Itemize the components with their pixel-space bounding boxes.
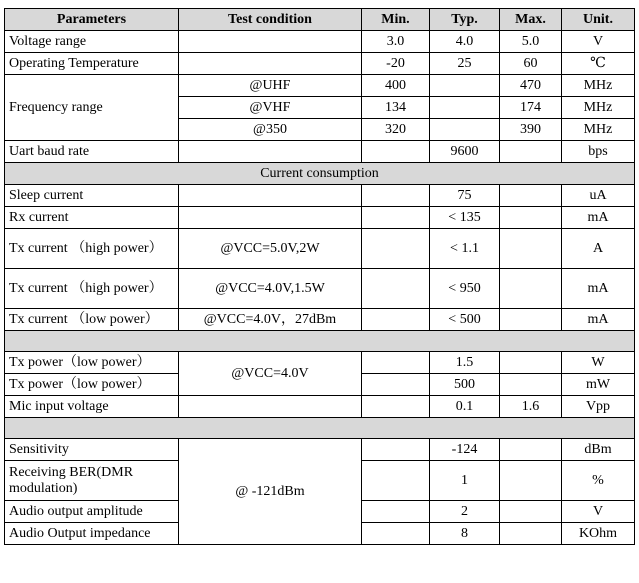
header-max: Max.: [500, 9, 562, 31]
cond-cell: @VHF: [179, 97, 362, 119]
min-cell: 134: [362, 97, 430, 119]
min-cell: [362, 309, 430, 331]
max-cell: 5.0: [500, 31, 562, 53]
table-row: [5, 31, 635, 53]
typ-cell: 9600: [430, 141, 500, 163]
max-cell: [500, 501, 562, 523]
unit-cell: A: [562, 229, 635, 269]
unit-cell: %: [562, 461, 635, 501]
param-cell: Audio output amplitude: [5, 501, 179, 523]
param-cell: Tx power（low power）: [5, 374, 179, 396]
cond-cell: [179, 396, 362, 418]
unit-cell: mW: [562, 374, 635, 396]
min-cell: -20: [362, 53, 430, 75]
section-title: Current consumption: [5, 163, 635, 185]
table-row: [5, 396, 635, 418]
param-cell: Sleep current: [5, 185, 179, 207]
separator-band: [5, 418, 635, 439]
min-cell: [362, 229, 430, 269]
min-cell: 400: [362, 75, 430, 97]
param-cell: Tx current （high power）: [5, 269, 179, 309]
min-cell: [362, 396, 430, 418]
min-cell: [362, 461, 430, 501]
table-row: [5, 269, 635, 309]
param-cell: Receiving BER(DMR modulation): [5, 461, 179, 501]
param-cell: Operating Temperature: [5, 53, 179, 75]
typ-cell: < 950: [430, 269, 500, 309]
max-cell: [500, 523, 562, 545]
param-cell: Tx current （high power）: [5, 229, 179, 269]
min-cell: [362, 352, 430, 374]
cond-cell: @ -121dBm: [179, 439, 362, 545]
min-cell: 3.0: [362, 31, 430, 53]
typ-cell: < 1.1: [430, 229, 500, 269]
typ-cell: 75: [430, 185, 500, 207]
unit-cell: mA: [562, 309, 635, 331]
param-cell: Mic input voltage: [5, 396, 179, 418]
header-test-condition: Test condition: [179, 9, 362, 31]
min-cell: [362, 207, 430, 229]
unit-cell: W: [562, 352, 635, 374]
table-row: [5, 439, 635, 461]
min-cell: [362, 439, 430, 461]
max-cell: [500, 374, 562, 396]
unit-cell: bps: [562, 141, 635, 163]
typ-cell: 25: [430, 53, 500, 75]
param-cell: Tx power（low power）: [5, 352, 179, 374]
table-row: [5, 185, 635, 207]
param-cell: Frequency range: [5, 75, 179, 141]
min-cell: [362, 185, 430, 207]
separator-band: [5, 331, 635, 352]
unit-cell: Vpp: [562, 396, 635, 418]
min-cell: [362, 269, 430, 309]
header-min: Min.: [362, 9, 430, 31]
param-cell: Tx current （low power）: [5, 309, 179, 331]
cond-cell: @UHF: [179, 75, 362, 97]
header-typ: Typ.: [430, 9, 500, 31]
cond-cell: @VCC=4.0V,1.5W: [179, 269, 362, 309]
unit-cell: mA: [562, 207, 635, 229]
unit-cell: ℃: [562, 53, 635, 75]
table-row: [5, 309, 635, 331]
cond-cell: @VCC=4.0V: [179, 352, 362, 396]
cond-cell: @VCC=5.0V,2W: [179, 229, 362, 269]
unit-cell: uA: [562, 185, 635, 207]
cond-cell: [179, 31, 362, 53]
typ-cell: 500: [430, 374, 500, 396]
max-cell: [500, 229, 562, 269]
typ-cell: -124: [430, 439, 500, 461]
min-cell: [362, 523, 430, 545]
min-cell: [362, 141, 430, 163]
max-cell: [500, 461, 562, 501]
table-row: [5, 352, 635, 374]
separator-row: [5, 331, 635, 352]
table-row: [5, 207, 635, 229]
min-cell: [362, 374, 430, 396]
max-cell: 470: [500, 75, 562, 97]
spec-table: [4, 8, 635, 545]
cond-cell: @VCC=4.0V，27dBm: [179, 309, 362, 331]
unit-cell: mA: [562, 269, 635, 309]
cond-cell: [179, 141, 362, 163]
typ-cell: 1: [430, 461, 500, 501]
cond-cell: @350: [179, 119, 362, 141]
cond-cell: [179, 53, 362, 75]
header-row: [5, 9, 635, 31]
table-row: [5, 141, 635, 163]
separator-row: [5, 418, 635, 439]
max-cell: 390: [500, 119, 562, 141]
typ-cell: 2: [430, 501, 500, 523]
cond-cell: [179, 185, 362, 207]
max-cell: [500, 309, 562, 331]
max-cell: [500, 141, 562, 163]
max-cell: [500, 185, 562, 207]
typ-cell: < 500: [430, 309, 500, 331]
header-parameters: Parameters: [5, 9, 179, 31]
typ-cell: < 135: [430, 207, 500, 229]
max-cell: 174: [500, 97, 562, 119]
section-row: [5, 163, 635, 185]
typ-cell: 4.0: [430, 31, 500, 53]
max-cell: [500, 269, 562, 309]
typ-cell: 1.5: [430, 352, 500, 374]
param-cell: Sensitivity: [5, 439, 179, 461]
unit-cell: V: [562, 501, 635, 523]
max-cell: 60: [500, 53, 562, 75]
unit-cell: KOhm: [562, 523, 635, 545]
unit-cell: V: [562, 31, 635, 53]
min-cell: [362, 501, 430, 523]
min-cell: 320: [362, 119, 430, 141]
max-cell: 1.6: [500, 396, 562, 418]
param-cell: Voltage range: [5, 31, 179, 53]
unit-cell: MHz: [562, 97, 635, 119]
param-cell: Audio Output impedance: [5, 523, 179, 545]
header-unit: Unit.: [562, 9, 635, 31]
max-cell: [500, 439, 562, 461]
table-row: [5, 75, 635, 97]
typ-cell: [430, 97, 500, 119]
typ-cell: [430, 119, 500, 141]
unit-cell: dBm: [562, 439, 635, 461]
typ-cell: 0.1: [430, 396, 500, 418]
unit-cell: MHz: [562, 75, 635, 97]
table-row: [5, 53, 635, 75]
max-cell: [500, 352, 562, 374]
unit-cell: MHz: [562, 119, 635, 141]
typ-cell: 8: [430, 523, 500, 545]
cond-cell: [179, 207, 362, 229]
param-cell: Rx current: [5, 207, 179, 229]
table-row: [5, 229, 635, 269]
param-cell: Uart baud rate: [5, 141, 179, 163]
max-cell: [500, 207, 562, 229]
typ-cell: [430, 75, 500, 97]
